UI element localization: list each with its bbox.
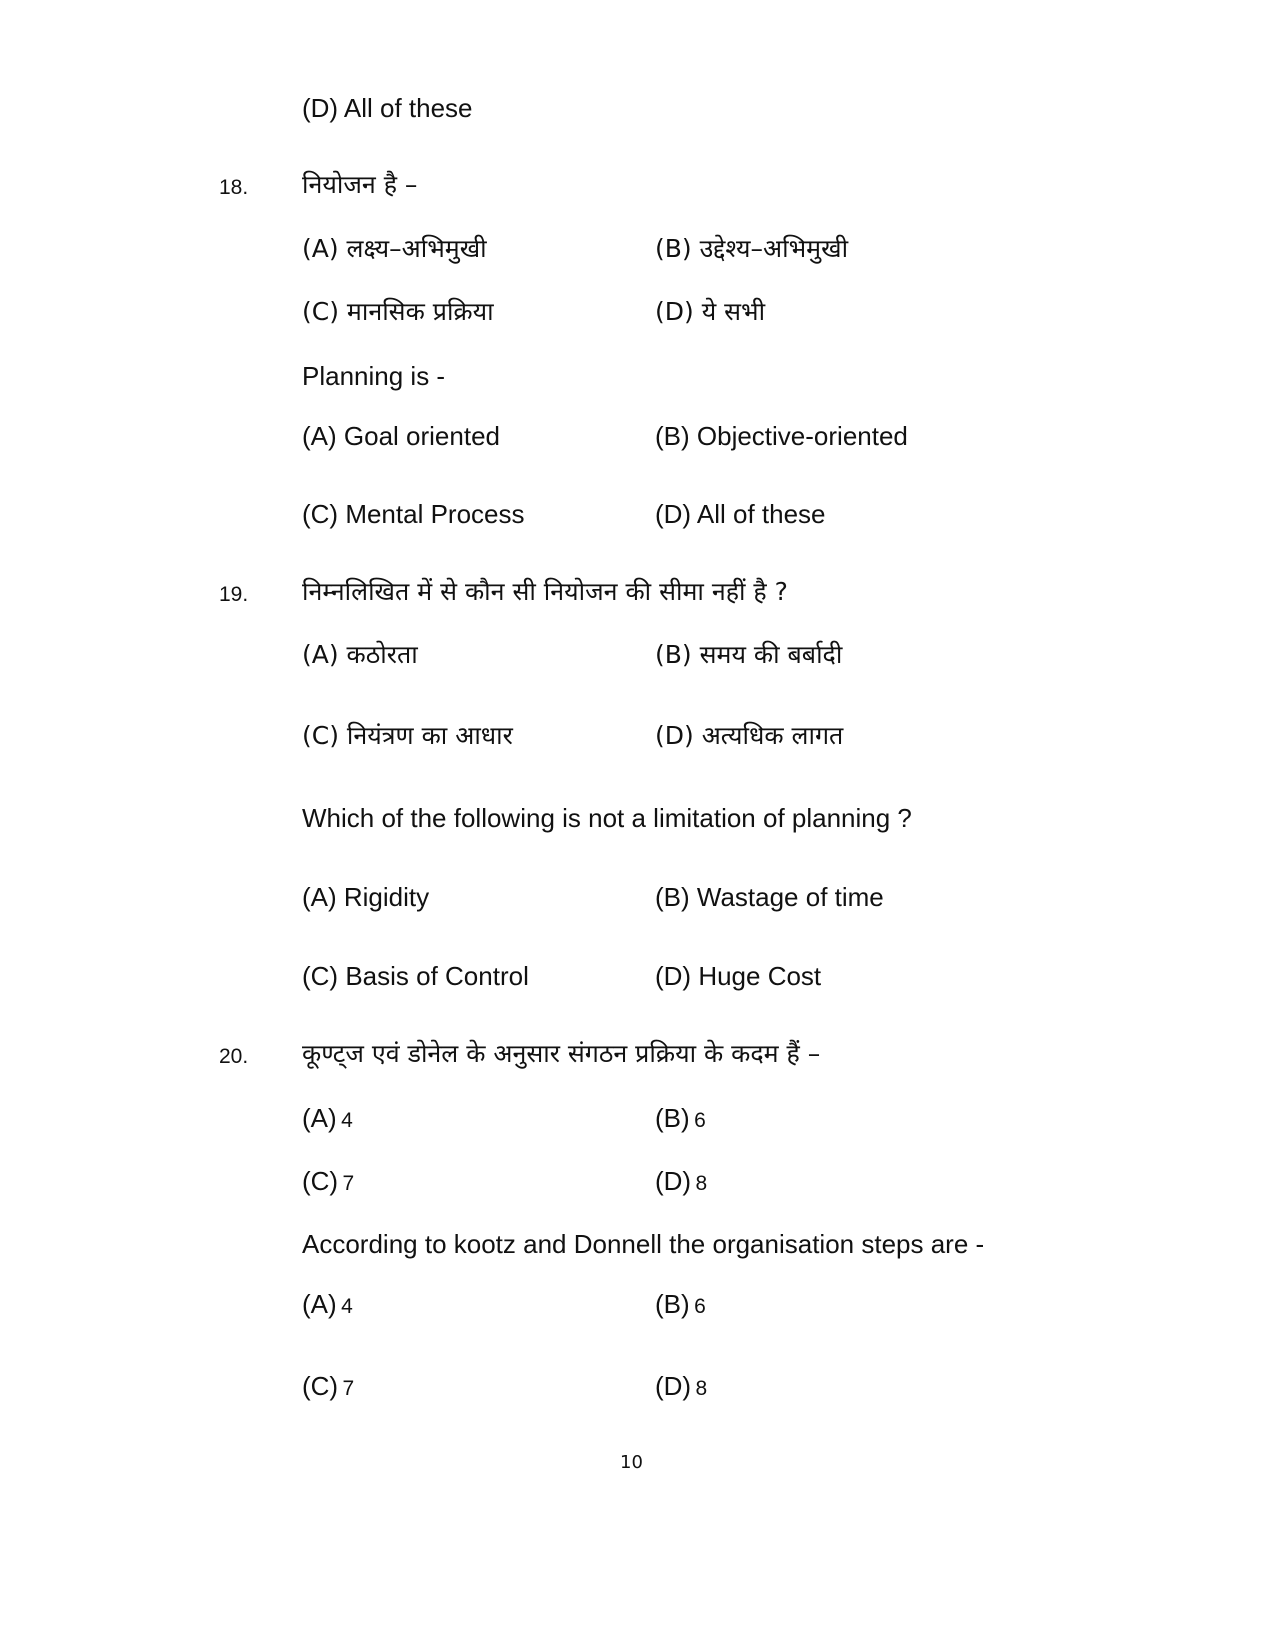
q20-english-option-d xyxy=(655,1373,707,1399)
q18-hindi-option-c: (C) मानसिक प्रक्रिया xyxy=(302,297,494,326)
q18-english-option-a: (A) Goal oriented xyxy=(302,421,500,451)
q19-english-option-a: (A) Rigidity xyxy=(302,882,430,912)
question-18-english: Planning is - xyxy=(302,361,446,391)
q19-hindi-option-b: (B) समय की बर्बादी xyxy=(655,640,843,669)
q18-hindi-option-b: (B) उद्देश्य–अभिमुखी xyxy=(655,234,849,263)
option-label: (A) xyxy=(302,1103,337,1133)
q18-english-option-d: (D) All of these xyxy=(655,499,826,529)
question-19-hindi: निम्नलिखित में से कौन सी नियोजन की सीमा नहीं है ? xyxy=(302,577,788,606)
q19-english-option-d: (D) Huge Cost xyxy=(655,961,822,991)
question-20-number: 20. xyxy=(219,1045,249,1068)
q20-hindi-option-a xyxy=(302,1105,353,1131)
q19-hindi-option-a: (A) कठोरता xyxy=(302,640,418,669)
continued-option: (D) All of these xyxy=(302,93,473,123)
option-label: (D) xyxy=(655,1166,692,1196)
q18-hindi-option-d: (D) ये सभी xyxy=(655,297,766,326)
q19-english-option-b: (B) Wastage of time xyxy=(655,882,884,912)
question-18-number: 18. xyxy=(219,176,249,199)
option-label: (B) xyxy=(655,1103,690,1133)
q19-hindi-option-c: (C) नियंत्रण का आधार xyxy=(302,721,513,750)
q20-english-option-c xyxy=(302,1373,354,1399)
q20-hindi-option-b xyxy=(655,1105,706,1131)
option-value: 4 xyxy=(341,1295,353,1318)
option-value: 6 xyxy=(694,1109,706,1132)
page-number: 10 xyxy=(620,1452,643,1473)
q20-english-option-a xyxy=(302,1291,353,1317)
option-label: (C) xyxy=(302,1371,339,1401)
q18-hindi-option-a: (A) लक्ष्य–अभिमुखी xyxy=(302,234,487,263)
q20-hindi-option-d xyxy=(655,1168,707,1194)
option-value: 4 xyxy=(341,1109,353,1132)
option-label: (A) xyxy=(302,1289,337,1319)
q19-hindi-option-d: (D) अत्यधिक लागत xyxy=(655,721,844,750)
option-value: 6 xyxy=(694,1295,706,1318)
question-20-hindi: कूण्ट्ज एवं डोनेल के अनुसार संगठन प्रक्रिया के कदम हैं – xyxy=(302,1039,821,1068)
option-value: 7 xyxy=(342,1172,355,1195)
question-19-english: Which of the following is not a limitation of planning ? xyxy=(302,803,912,833)
option-label: (C) xyxy=(302,1166,339,1196)
question-20-english: According to kootz and Donnell the organisation steps are - xyxy=(302,1229,985,1259)
q20-english-option-b xyxy=(655,1291,706,1317)
q18-english-option-c: (C) Mental Process xyxy=(302,499,525,529)
option-value: 7 xyxy=(342,1377,355,1400)
question-18-hindi: नियोजन है – xyxy=(302,170,418,199)
q19-english-option-c: (C) Basis of Control xyxy=(302,961,529,991)
option-label: (B) xyxy=(655,1289,690,1319)
q18-english-option-b: (B) Objective-oriented xyxy=(655,421,908,451)
option-value: 8 xyxy=(695,1172,708,1195)
question-19-number: 19. xyxy=(219,583,249,606)
option-label: (D) xyxy=(655,1371,692,1401)
option-value: 8 xyxy=(695,1377,708,1400)
q20-hindi-option-c xyxy=(302,1168,354,1194)
